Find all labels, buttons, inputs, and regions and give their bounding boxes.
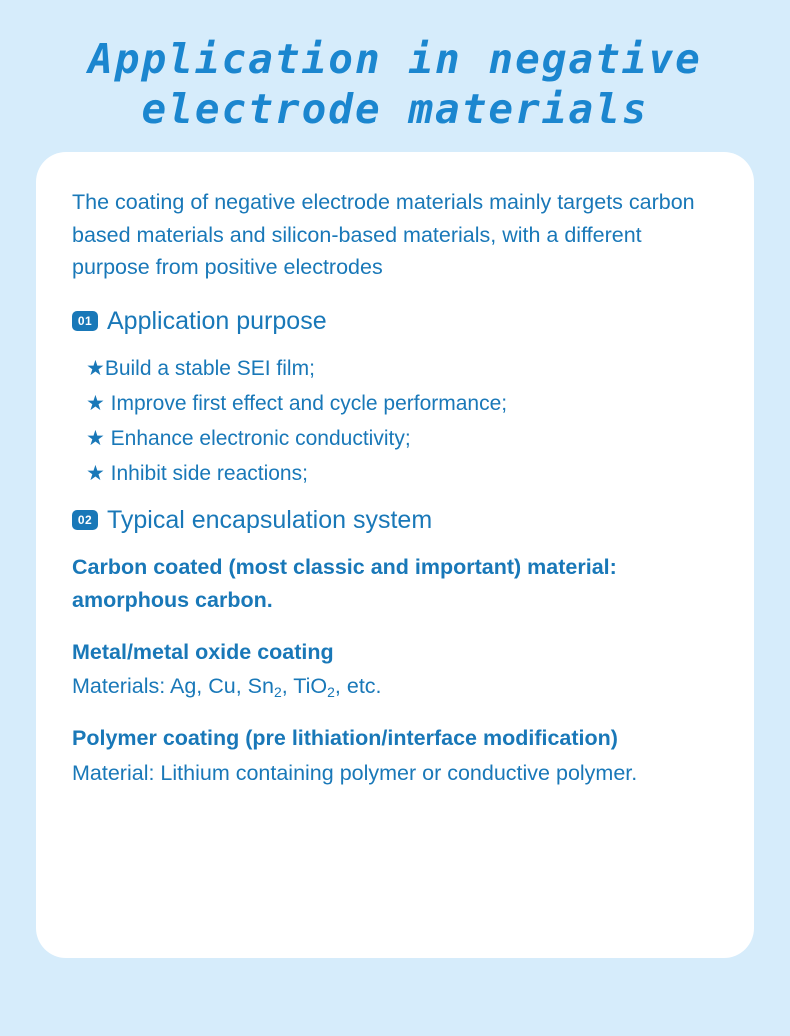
section-number-badge: 01 bbox=[72, 311, 98, 331]
section-title: Application purpose bbox=[107, 307, 327, 336]
list-item: ★ Improve first effect and cycle performance; bbox=[86, 391, 508, 415]
encapsulation-block-polymer bbox=[72, 722, 720, 789]
page-title bbox=[0, 0, 790, 134]
materials-text-post: , etc. bbox=[334, 674, 382, 699]
application-purpose-list bbox=[72, 352, 720, 491]
encapsulation-block-carbon bbox=[72, 551, 720, 616]
section-title: Typical encapsulation system bbox=[107, 506, 433, 535]
block-materials: Material: Lithium containing polymer or conductive polymer. bbox=[72, 760, 638, 785]
block-materials bbox=[72, 670, 712, 702]
section-number-badge: 02 bbox=[72, 510, 98, 530]
list-item: ★Build a stable SEI film; bbox=[86, 357, 315, 381]
encapsulation-block-metal-oxide bbox=[72, 636, 720, 703]
materials-text-pre: Materials: Ag, Cu, Sn bbox=[72, 674, 274, 699]
materials-text-mid: , TiO bbox=[281, 674, 328, 699]
block-heading: Metal/metal oxide coating bbox=[72, 639, 334, 664]
page-title-line-1: Application in negative bbox=[88, 35, 702, 83]
block-heading: Carbon coated (most classic and important) material: amorphous carbon. bbox=[72, 555, 617, 612]
block-heading: Polymer coating (pre lithiation/interface modification) bbox=[72, 726, 618, 751]
materials-sub-2: 2 bbox=[327, 684, 335, 701]
list-item: ★ Inhibit side reactions; bbox=[86, 461, 308, 485]
list-item: ★ Enhance electronic conductivity; bbox=[86, 426, 411, 450]
intro-paragraph: The coating of negative electrode materials mainly targets carbon based materials and silicon-based materials, with a different purpose from positive electrodes bbox=[72, 190, 695, 280]
materials-sub-1: 2 bbox=[273, 684, 282, 701]
content-card bbox=[36, 152, 754, 958]
page-title-line-2: electrode materials bbox=[141, 85, 649, 134]
section-header-application-purpose bbox=[72, 306, 720, 336]
section-header-encapsulation-system bbox=[72, 505, 720, 535]
